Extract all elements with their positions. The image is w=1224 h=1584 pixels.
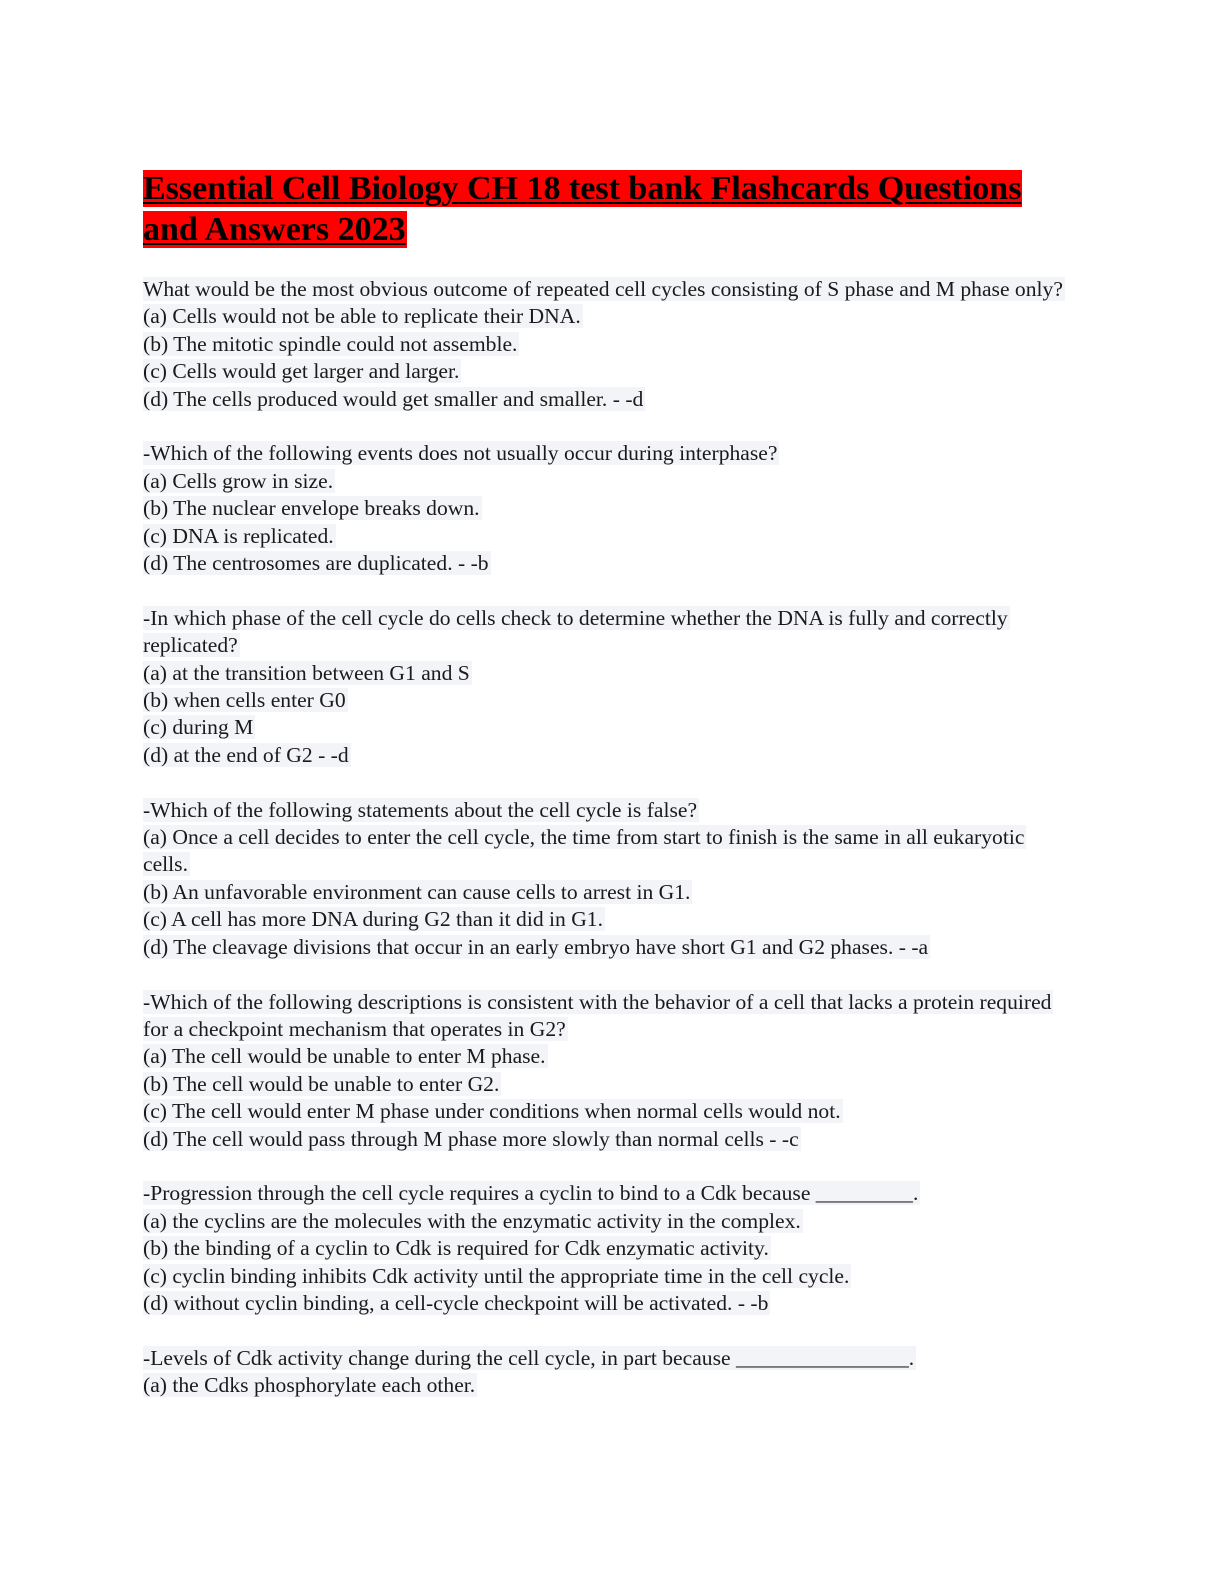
answer-option: (b) An unfavorable environment can cause cells to arrest in G1. (143, 879, 691, 904)
question-block (143, 797, 1068, 961)
question-list (143, 276, 1068, 1400)
document-title: Essential Cell Biology CH 18 test bank Flashcards Questions and Answers 2023 (143, 170, 1022, 248)
question-block (143, 1345, 1068, 1400)
answer-option: (d) without cyclin binding, a cell-cycle checkpoint will be activated. - -b (143, 1290, 769, 1315)
question-stem: -Which of the following events does not usually occur during interphase? (143, 441, 778, 466)
answer-option: (c) The cell would enter M phase under conditions when normal cells would not. (143, 1099, 841, 1124)
answer-option: (c) cyclin binding inhibits Cdk activity until the appropriate time in the cell cycle. (143, 1263, 850, 1288)
document-page (143, 168, 1068, 1427)
question-block (143, 440, 1068, 577)
question-stem: -Which of the following statements about the cell cycle is false? (143, 797, 698, 822)
answer-option: (a) Once a cell decides to enter the cell cycle, the time from start to finish is the same in all eukaryotic cells. (143, 825, 1025, 877)
question-block (143, 1180, 1068, 1317)
answer-option: (d) The cell would pass through M phase more slowly than normal cells - -c (143, 1126, 799, 1151)
question-block (143, 276, 1068, 413)
answer-option: (a) Cells grow in size. (143, 468, 334, 493)
answer-option: (c) A cell has more DNA during G2 than it did in G1. (143, 907, 603, 932)
answer-option: (b) The mitotic spindle could not assemble. (143, 331, 518, 356)
answer-option: (b) The cell would be unable to enter G2. (143, 1071, 500, 1096)
answer-option: (a) Cells would not be able to replicate their DNA. (143, 304, 581, 329)
answer-option: (d) The cleavage divisions that occur in an early embryo have short G1 and G2 phases. - -a (143, 934, 929, 959)
answer-option: (a) the cyclins are the molecules with the enzymatic activity in the complex. (143, 1208, 801, 1233)
answer-option: (d) at the end of G2 - -d (143, 742, 349, 767)
answer-option: (b) the binding of a cyclin to Cdk is required for Cdk enzymatic activity. (143, 1236, 769, 1261)
answer-option: (d) The centrosomes are duplicated. - -b (143, 551, 489, 576)
question-stem: -In which phase of the cell cycle do cells check to determine whether the DNA is fully and correctly replicated? (143, 605, 1008, 658)
answer-option: (a) at the transition between G1 and S (143, 660, 470, 685)
answer-option: (c) during M (143, 715, 254, 740)
question-stem: What would be the most obvious outcome of repeated cell cycles consisting of S phase and M phase only? (143, 277, 1063, 301)
answer-option: (d) The cells produced would get smaller and smaller. - -d (143, 386, 644, 411)
question-stem: -Which of the following descriptions is consistent with the behavior of a cell that lacks a protein required for a checkpoint mechanism that operates in G2? (143, 989, 1052, 1041)
answer-option: (a) the Cdks phosphorylate each other. (143, 1373, 476, 1398)
answer-option: (b) when cells enter G0 (143, 688, 346, 713)
question-block (143, 605, 1068, 769)
question-stem: -Levels of Cdk activity change during the cell cycle, in part because ________________. (143, 1345, 915, 1370)
answer-option: (a) The cell would be unable to enter M phase. (143, 1044, 546, 1069)
answer-option: (c) Cells would get larger and larger. (143, 359, 460, 384)
answer-option: (c) DNA is replicated. (143, 523, 334, 548)
question-stem: -Progression through the cell cycle requires a cyclin to bind to a Cdk because _________. (143, 1181, 919, 1206)
answer-option: (b) The nuclear envelope breaks down. (143, 496, 480, 521)
question-block (143, 989, 1068, 1153)
